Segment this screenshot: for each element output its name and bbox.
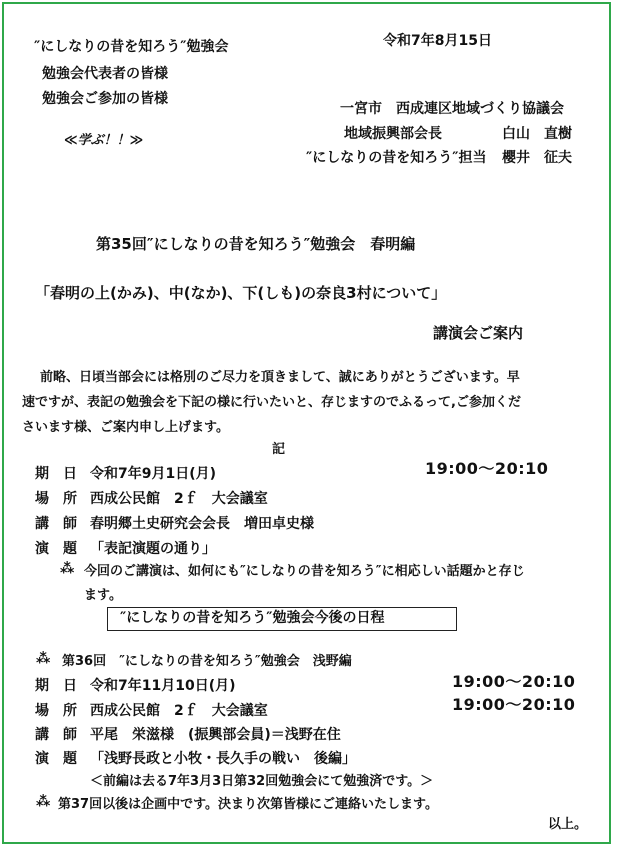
addressee-line-1: ″にしなりの昔を知ろう″勉強会 [34,39,229,55]
asterism-icon: ⁂ [36,794,51,810]
closing-end: 以上。 [548,817,588,832]
body-line-3: さいます様、ご案内申し上げます。 [22,420,229,435]
event36-topic-label: 演 題 [35,751,77,767]
topic-value: 「表記演題の通り」 [90,541,216,557]
note-line-2: ます。 [84,588,122,603]
slogan: ≪学ぶ！！≫ [64,133,144,148]
event36-place-value: 西成公民館 2ｆ 大会議室 [90,703,268,719]
event36-speaker-label: 講 師 [35,727,77,743]
letter-date: 令和7年8月15日 [383,33,492,49]
event36-title: 第36回 ″にしなりの昔を知ろう″勉強会 浅野編 [62,654,352,669]
notice-heading: 講演会ご案内 [433,324,524,342]
asterism-icon: ⁂ [36,651,51,667]
place-label: 場 所 [35,491,77,507]
event-time: 19:00～20:10 [425,459,549,478]
speaker-label: 講 師 [35,516,77,532]
place-value: 西成公民館 2ｆ 大会議室 [90,491,268,507]
body-line-2: 速ですが、表記の勉強会を下記の様に行いたいと、存じますのでふるって,ご参加くだ [22,395,521,410]
event36-time-2: 19:00～20:10 [452,695,576,714]
topic-label: 演 題 [35,541,77,557]
event36-speaker-value: 平尾 栄滋様 (振興部会員)＝浅野在住 [90,727,341,743]
lecture-theme: 「春明の上(かみ)、中(なか)、下(しも)の奈良3村について」 [35,284,447,302]
schedule-heading: ″にしなりの昔を知ろう″勉強会今後の日程 [120,610,385,626]
addressee-line-3: 勉強会ご参加の皆様 [42,91,168,107]
speaker-value: 春明郷土史研究会会長 増田卓史様 [90,516,314,532]
sender-name-1: 白山 直樹 [502,126,572,142]
date-value: 令和7年9月1日(月) [90,466,217,482]
closing-text: 第37回以後は企画中です。決まり次第皆様にご連絡いたします。 [58,797,439,812]
addressee-line-2: 勉強会代表者の皆様 [42,66,168,82]
note-line-1: 今回のご講演は、如何にも″にしなりの昔を知ろう″に相応しい話題かと存じ [84,564,525,579]
event36-place-label: 場 所 [35,703,77,719]
event36-date-value: 令和7年11月10日(月) [90,678,236,694]
sender-role-1: 地域振興部会長 [344,126,442,142]
sender-line-1: 一宮市 西成連区地域づくり協議会 [340,101,564,117]
body-line-1: 前略、日頃当部会には格別のご尽力を頂きまして、誠にありがとうございます。早 [40,370,520,385]
event36-date-label: 期 日 [35,678,77,694]
event36-time-1: 19:00～20:10 [452,672,576,691]
sender-role-2: ″にしなりの昔を知ろう″担当 [306,150,487,166]
document-title: 第35回″にしなりの昔を知ろう″勉強会 春明編 [96,235,416,253]
date-label: 期 日 [35,466,77,482]
sender-name-2: 櫻井 征夫 [502,150,572,166]
event36-topic-note: ＜前編は去る7年3月3日第32回勉強会にて勉強済です。＞ [90,774,434,789]
asterism-icon: ⁂ [60,561,75,577]
event36-topic-value: 「浅野長政と小牧・長久手の戦い 後編」 [90,751,356,767]
ki-mark: 記 [272,442,286,457]
